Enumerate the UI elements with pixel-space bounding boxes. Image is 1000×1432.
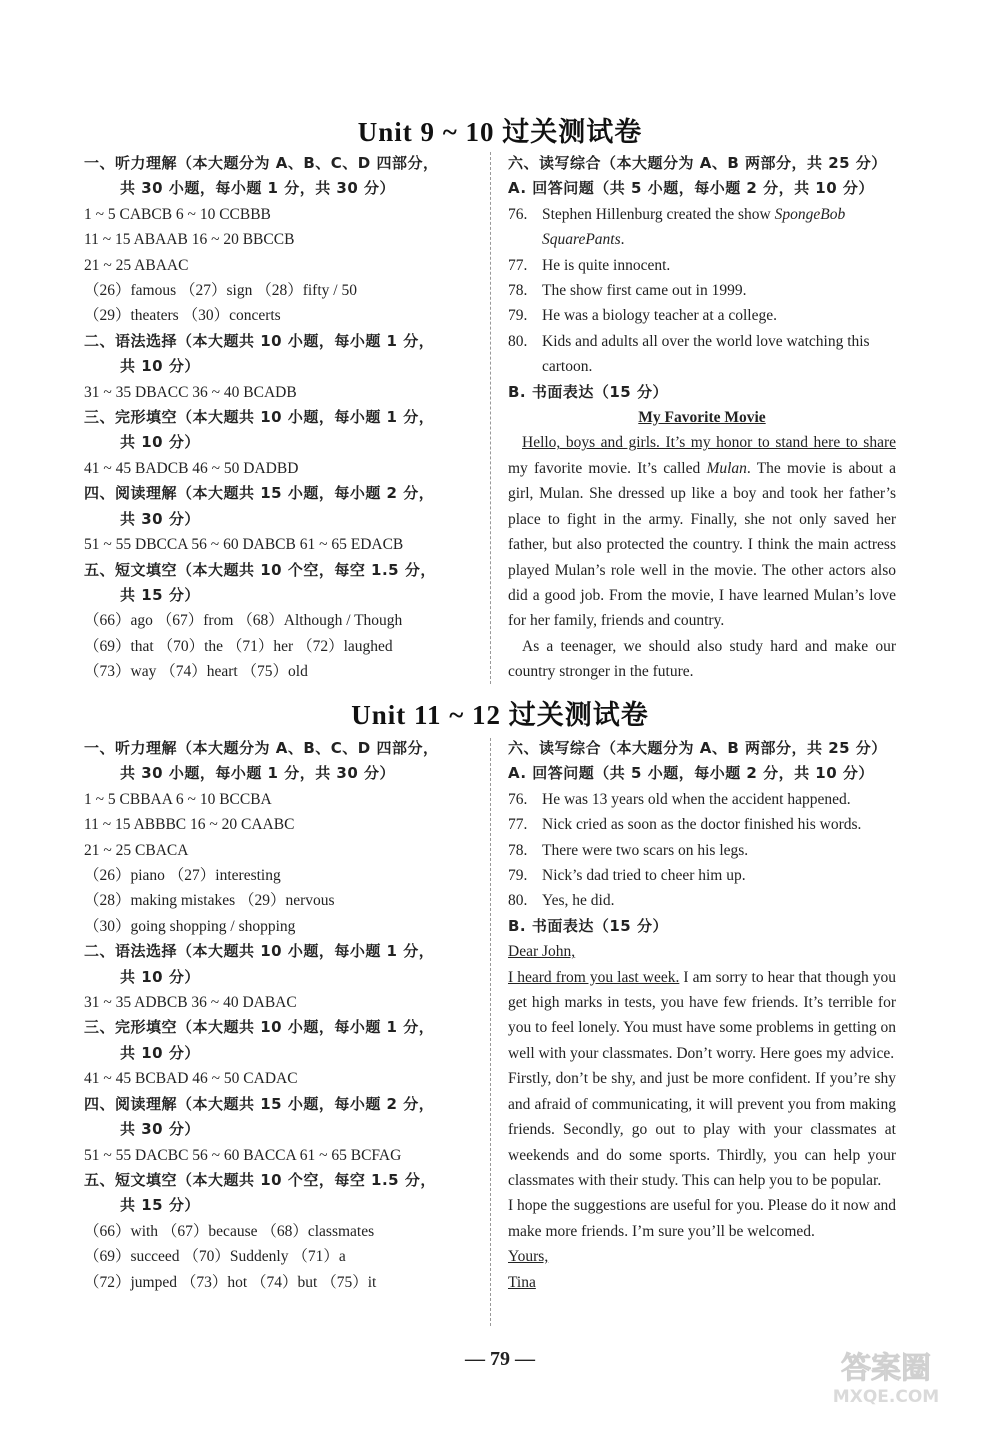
section-heading-line: 五、短文填空（本大题共 10 个空，每空 1.5 分， <box>84 1170 436 1189</box>
answer-line: （26）piano （27）interesting <box>84 867 281 885</box>
answer-text: Nick cried as soon as the doctor finished his words. <box>542 816 862 834</box>
answer-number: 78. <box>508 282 528 300</box>
answer-79 <box>508 863 896 888</box>
section-heading-line: 三、完形填空（本大题共 10 小题，每小题 1 分， <box>84 408 435 427</box>
answer-text: Kids and adults all over the world love watching this cartoon. <box>542 332 870 376</box>
answer-line: 51 ~ 55 DBCCA 56 ~ 60 DABCB 61 ~ 65 EDACB <box>84 536 404 554</box>
unit-11-12-title: Unit 11 ~ 12 过关测试卷 <box>351 700 649 730</box>
answer-text: Stephen Hillenburg created the show SpongeBob SquarePants. <box>542 205 846 249</box>
watermark-logo <box>796 1340 976 1410</box>
answer-line: （30）going shopping / shopping <box>84 917 296 935</box>
answer-number: 78. <box>508 841 528 859</box>
answer-line: 1 ~ 5 CBBAA 6 ~ 10 BCCBA <box>84 790 272 808</box>
section-heading-line: 二、语法选择（本大题共 10 小题，每小题 1 分， <box>84 942 435 961</box>
answer-number: 76. <box>508 790 528 808</box>
column-divider <box>490 152 491 684</box>
letter-paragraph-1-rest: I am sorry to hear that though you get high marks in tests, you have few friends. It’s terrible for you to feel lonely. You must have some problems in getting on well with your classmates. Don’t worry. Here goes my advice. <box>508 968 896 1062</box>
essay-title: My Favorite Movie <box>638 409 766 427</box>
answer-76 <box>508 202 896 253</box>
answer-line: （66）ago （67）from （68）Although / Though <box>84 612 403 630</box>
letter-opening: I heard from you last week. <box>508 968 680 986</box>
answer-text: He was 13 years old when the accident happened. <box>542 790 851 808</box>
section-6b-heading: B. 书面表达（15 分） <box>508 916 668 935</box>
answer-line: 11 ~ 15 ABAAB 16 ~ 20 BBCCB <box>84 231 295 249</box>
answer-line: （29）theaters （30）concerts <box>84 307 281 325</box>
unit-9-10-answer-key-left <box>84 151 476 685</box>
answer-line: （73）way （74）heart （75）old <box>84 663 308 681</box>
answer-number: 79. <box>508 307 528 325</box>
letter-body <box>508 965 896 1244</box>
answer-line: （66）with （67）because （68）classmates <box>84 1222 375 1240</box>
answer-line: （26）famous （27）sign （28）fifty / 50 <box>84 282 357 300</box>
section-6a-heading: A. 回答问题（共 5 小题，每小题 2 分，共 10 分） <box>508 764 874 783</box>
section-heading-line: 共 10 分） <box>120 1043 200 1062</box>
answer-text: Yes, he did. <box>542 892 615 910</box>
answer-text: He is quite innocent. <box>542 256 671 274</box>
essay-body <box>508 430 896 684</box>
answer-text: There were two scars on his legs. <box>542 841 749 859</box>
section-heading-line: 二、语法选择（本大题共 10 小题，每小题 1 分， <box>84 331 435 350</box>
answer-line: 31 ~ 35 ADBCB 36 ~ 40 DABAC <box>84 994 297 1012</box>
section-heading-line: 一、听力理解（本大题分为 A、B、C、D 四部分， <box>84 739 439 757</box>
answer-line: （28）making mistakes （29）nervous <box>84 892 335 910</box>
answer-text: The show first came out in 1999. <box>542 282 747 300</box>
essay-paragraph-2: As a teenager, we should also study hard and make our country stronger in the future. <box>508 637 896 681</box>
unit-9-10-title: Unit 9 ~ 10 过关测试卷 <box>357 117 643 147</box>
section-heading-line: 共 15 分） <box>120 1196 200 1215</box>
answer-80 <box>508 329 896 380</box>
svg-text:MXQE.COM: MXQE.COM <box>832 1387 940 1407</box>
answer-78 <box>508 838 896 863</box>
answer-line: 1 ~ 5 CABCB 6 ~ 10 CCBBB <box>84 205 271 223</box>
answer-number: 77. <box>508 816 528 834</box>
answer-80 <box>508 888 896 913</box>
answer-line: 21 ~ 25 ABAAC <box>84 256 189 274</box>
section-heading-line: 三、完形填空（本大题共 10 小题，每小题 1 分， <box>84 1018 435 1037</box>
letter-signature: Tina <box>508 1273 536 1291</box>
answer-line: （72）jumped （73）hot （74）but （75）it <box>84 1273 377 1291</box>
answer-77 <box>508 253 896 278</box>
answer-78 <box>508 278 896 303</box>
answer-line: （69）succeed （70）Suddenly （71）a <box>84 1248 346 1266</box>
svg-text:答案圈: 答案圈 <box>841 1351 931 1386</box>
unit-9-10-reading-writing <box>508 151 896 685</box>
answer-number: 77. <box>508 256 528 274</box>
section-heading-line: 一、听力理解（本大题分为 A、B、C、D 四部分， <box>84 154 439 172</box>
answer-number: 80. <box>508 332 528 350</box>
section-heading-line: 共 30 分） <box>120 509 200 528</box>
section-heading-line: 共 10 分） <box>120 357 200 376</box>
answer-line: 51 ~ 55 DACBC 56 ~ 60 BACCA 61 ~ 65 BCFAG <box>84 1146 402 1164</box>
page-number: — 79 — <box>465 1348 535 1370</box>
section-heading-line: 共 30 分） <box>120 1120 200 1139</box>
answer-number: 80. <box>508 892 528 910</box>
section-6a-heading: A. 回答问题（共 5 小题，每小题 2 分，共 10 分） <box>508 179 874 198</box>
letter-paragraph-1 <box>508 965 896 1067</box>
letter-greeting: Dear John, <box>508 943 576 961</box>
answer-line: 41 ~ 45 BADCB 46 ~ 50 DADBD <box>84 459 299 477</box>
section-heading-line: 四、阅读理解（本大题共 15 小题，每小题 2 分， <box>84 1094 435 1113</box>
section-6-heading: 六、读写综合（本大题分为 A、B 两部分，共 25 分） <box>508 739 887 757</box>
answer-number: 79. <box>508 867 528 885</box>
answer-number: 76. <box>508 205 528 223</box>
section-heading-line: 共 30 小题，每小题 1 分，共 30 分） <box>120 764 396 783</box>
section-6-heading: 六、读写综合（本大题分为 A、B 两部分，共 25 分） <box>508 154 887 172</box>
section-heading-line: 共 30 小题，每小题 1 分，共 30 分） <box>120 179 396 198</box>
answer-76 <box>508 787 896 812</box>
answer-77 <box>508 812 896 837</box>
answer-79 <box>508 303 896 328</box>
answer-text: He was a biology teacher at a college. <box>542 307 777 325</box>
section-heading-line: 共 10 分） <box>120 967 200 986</box>
letter-paragraph-2: Firstly, don’t be shy, and just be more confident. If you’re shy and afraid of communicating, it will prevent you from making friends. Secondly, go out to play with your classmates at weekends and do some sports. Thirdly, you can help your classmates with their study. This can help you to be popular. <box>508 1070 896 1189</box>
letter-paragraph-3: I hope the suggestions are useful for you. Please do it now and make more friends. I’m sure you’ll be welcomed. <box>508 1197 896 1240</box>
section-heading-line: 四、阅读理解（本大题共 15 小题，每小题 2 分， <box>84 484 435 503</box>
answer-text: Nick’s dad tried to cheer him up. <box>542 867 746 885</box>
answer-line: 21 ~ 25 CBACA <box>84 841 189 859</box>
answer-line: （69）that （70）the （71）her （72）laughed <box>84 637 393 655</box>
section-6b-heading: B. 书面表达（15 分） <box>508 382 668 401</box>
column-divider-2 <box>490 738 491 1326</box>
essay-paragraph-1: Hello, boys and girls. It’s my honor to stand here to share my favorite movie. It’s called Mulan. The movie is about a girl, Mulan. She dressed up like a boy and took her father’s place to fight in the army. Finally, she not only saved her father, but also protected the country. I think the main actress played Mulan’s role well in the movie. The other actors also did a good job. From the movie, I have learned Mulan’s love for her family, friends and country. <box>508 434 896 630</box>
unit-11-12-reading-writing <box>508 736 896 1295</box>
unit-11-12-answer-key-left <box>84 736 476 1295</box>
section-heading-line: 共 15 分） <box>120 585 200 604</box>
answer-line: 11 ~ 15 ABBBC 16 ~ 20 CAABC <box>84 816 295 834</box>
section-heading-line: 共 10 分） <box>120 433 200 452</box>
letter-closing: Yours, <box>508 1248 549 1266</box>
answer-line: 41 ~ 45 BCBAD 46 ~ 50 CADAC <box>84 1070 298 1088</box>
section-heading-line: 五、短文填空（本大题共 10 个空，每空 1.5 分， <box>84 560 436 579</box>
answer-line: 31 ~ 35 DBACC 36 ~ 40 BCADB <box>84 383 297 401</box>
